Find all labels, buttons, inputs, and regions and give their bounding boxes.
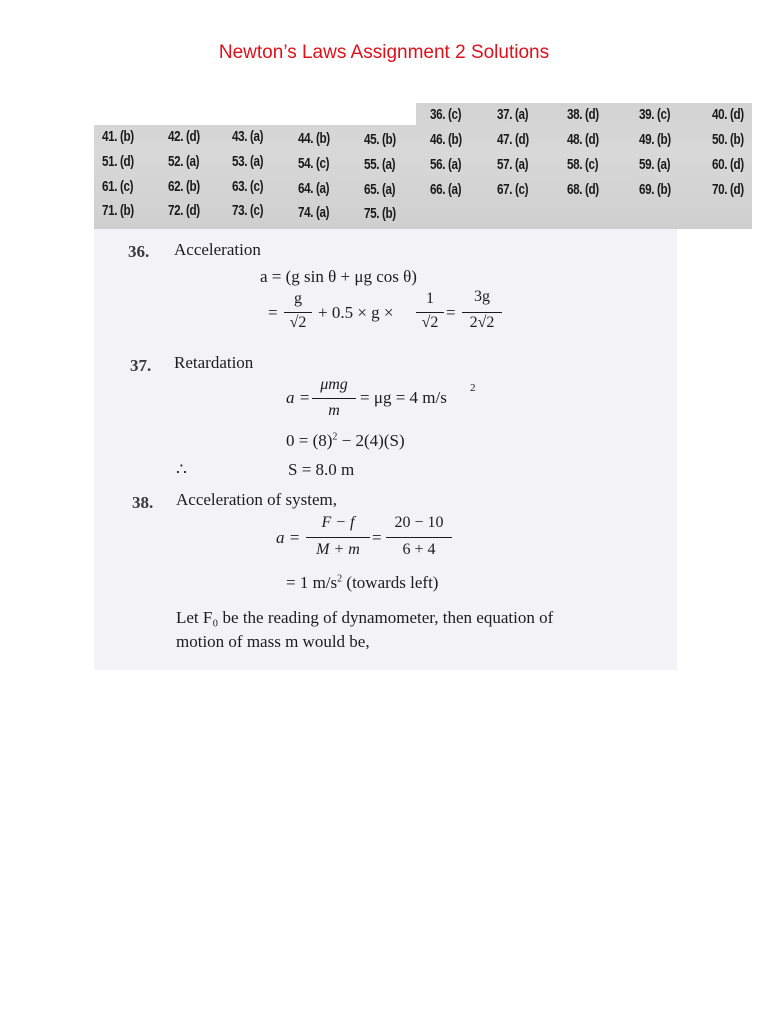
- fraction-numerator: 1: [426, 290, 434, 307]
- answer-item: 56. (a): [430, 156, 462, 173]
- equation-line: $0 = (8)^2 - 2(4)(S)$: [286, 431, 405, 450]
- fraction-bar: [284, 312, 312, 313]
- answer-item: 53. (a): [232, 153, 264, 170]
- answer-item: 41. (b): [102, 128, 134, 145]
- fraction-denominator: 6 + 4: [402, 541, 436, 558]
- fraction-bar: [462, 312, 502, 313]
- answer-item: 55. (a): [364, 156, 396, 173]
- answer-item: 58. (c): [567, 156, 599, 173]
- answer-item: 37. (a): [497, 106, 529, 123]
- solution-heading: Acceleration of system,: [176, 490, 337, 509]
- fraction-bar: [312, 398, 356, 399]
- equation-line: = 1 $m/s^2$ (towards left): [286, 573, 439, 592]
- answer-item: 49. (b): [639, 131, 671, 148]
- answer-item: 59. (a): [639, 156, 671, 173]
- answer-item: 50. (b): [712, 131, 744, 148]
- fraction-denominator: 2√2: [469, 314, 495, 331]
- answer-item: 48. (d): [567, 131, 599, 148]
- fraction-numerator: 20 − 10: [394, 514, 444, 531]
- fraction-bar: [386, 537, 452, 538]
- answer-item: 38. (d): [567, 106, 599, 123]
- answer-item: 39. (c): [639, 106, 671, 123]
- paragraph-line: motion of mass m would be,: [176, 632, 370, 651]
- fraction-denominator: √2: [289, 314, 307, 331]
- answer-item: 62. (b): [168, 178, 200, 195]
- solution-heading: Retardation: [174, 353, 254, 372]
- answer-item: 51. (d): [102, 153, 134, 170]
- question-number: 38.: [132, 493, 154, 512]
- answer-item: 47. (d): [497, 131, 529, 148]
- answer-item: 45. (b): [364, 131, 396, 148]
- equals-sign: =: [372, 528, 382, 547]
- equals-sign: =: [268, 303, 278, 322]
- answer-item: 44. (b): [298, 130, 330, 147]
- fraction-denominator: √2: [421, 314, 439, 331]
- answer-item: 70. (d): [712, 181, 744, 198]
- answer-item: 68. (d): [567, 181, 599, 198]
- fraction-numerator: F − f: [321, 514, 355, 531]
- superscript: 2: [470, 382, 476, 394]
- answer-item: 63. (c): [232, 178, 264, 195]
- therefore-symbol: ∴: [176, 460, 187, 479]
- answer-item: 72. (d): [168, 202, 200, 219]
- equation-term: a =: [276, 528, 301, 547]
- answer-item: 69. (b): [639, 181, 671, 198]
- answer-item: 52. (a): [168, 153, 200, 170]
- paragraph-line: Let F₀ be the reading of dynamometer, then equation of: [176, 608, 554, 627]
- answer-item: 42. (d): [168, 128, 200, 145]
- question-number: 36.: [128, 242, 150, 261]
- answer-item: 60. (d): [712, 156, 744, 173]
- fraction-numerator: μmg: [320, 376, 348, 393]
- answer-item: 61. (c): [102, 178, 134, 195]
- answer-item: 73. (c): [232, 202, 264, 219]
- fraction-numerator: g: [294, 290, 302, 307]
- fraction-denominator: M + m: [316, 541, 360, 558]
- equation-line: S = 8.0 m: [288, 460, 355, 479]
- answer-item: 71. (b): [102, 202, 134, 219]
- solution-heading: Acceleration: [174, 240, 261, 259]
- fraction-numerator: 3g: [474, 288, 490, 305]
- question-number: 37.: [130, 356, 152, 375]
- answer-item: 74. (a): [298, 204, 330, 221]
- answer-item: 57. (a): [497, 156, 529, 173]
- answer-item: 67. (c): [497, 181, 529, 198]
- answer-item: 36. (c): [430, 106, 462, 123]
- equals-sign: =: [446, 303, 456, 322]
- equation-term: = μg = 4 m/s: [360, 388, 447, 407]
- answer-item: 66. (a): [430, 181, 462, 198]
- answer-item: 46. (b): [430, 131, 462, 148]
- document-title: Newton’s Laws Assignment 2 Solutions: [218, 42, 550, 63]
- answer-key-blank: [94, 103, 416, 125]
- answer-item: 65. (a): [364, 181, 396, 198]
- answer-item: 43. (a): [232, 128, 264, 145]
- answer-item: 64. (a): [298, 180, 330, 197]
- fraction-bar: [306, 537, 370, 538]
- fraction-denominator: m: [328, 402, 340, 419]
- fraction-bar: [416, 312, 444, 313]
- answer-item: 40. (d): [712, 106, 744, 123]
- equation-term: a =: [286, 388, 311, 407]
- equation-term: + 0.5 × g ×: [318, 303, 394, 322]
- answer-item: 75. (b): [364, 205, 396, 222]
- answer-item: 54. (c): [298, 155, 330, 172]
- equation-line: a = (g sin θ + μg cos θ): [260, 267, 417, 286]
